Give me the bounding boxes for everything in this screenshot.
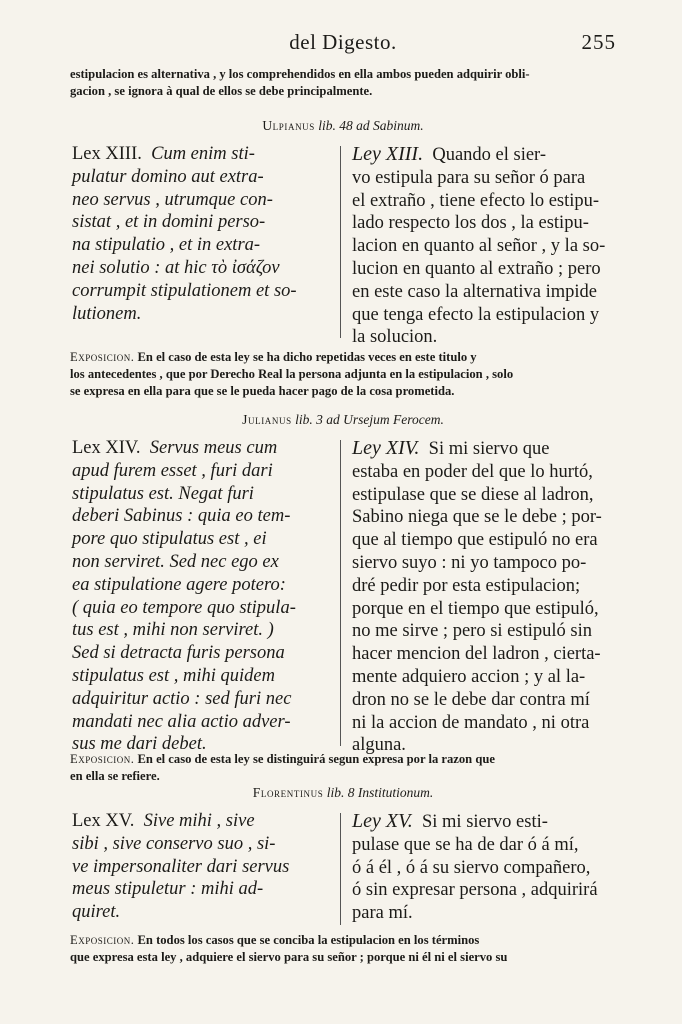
spanish-body: Si mi siervo que estaba en poder del que lo hurtó, estipulase que se diese al ladron, Sabino niega que se le debe ; por- que al tiempo que estipuló no era siervo suyo : ni yo tampoco po- dré pedir por esta estipulacion; porque en el tiempo que estipuló, no me sirve ; pero si estipuló sin hacer mencion del ladron , cierta- mente adquiero accion ; y al la- dron no se le debe dar contra mí ni la accion de mandato , ni otra alguna.	[352, 439, 602, 756]
exposition-body: En el caso de esta ley se ha dicho repetidas veces en este titulo y los antecedentes , que por Derecho Real la persona adjunta en la estipulacion , solo se expresa en ella para que se le pueda hacer pago de la cosa prometida.	[70, 350, 514, 398]
intro-exposition: estipulacion es alternativa , y los comprehendidos en ella ambos pueden adquirir obli- gacion , se ignora à qual de ellos se debe principalmente.	[70, 67, 530, 98]
source-reference: lib. 48 ad Sabinum.	[318, 118, 424, 133]
latin-body: Sive mihi , sive sibi , sive conservo suo , si- ve impersonaliter dari servus meus stipuletur : mihi ad- quiret.	[72, 811, 290, 923]
spanish-text	[352, 810, 614, 925]
section-source	[70, 412, 616, 428]
exposition	[70, 932, 616, 966]
page-number: 255	[581, 30, 616, 54]
exposition-body: En el caso de esta ley se distinguirá segun expresa por la razon que en ella se refiere.	[70, 752, 495, 783]
lex-number: Lex XV.	[72, 811, 135, 831]
latin-text	[72, 437, 334, 756]
column-divider	[340, 440, 341, 746]
spanish-body: Si mi siervo esti- pulase que se ha de dar ó á mí, ó á él , ó á su siervo compañero, ó sin expresar persona , adquirirá para mí.	[352, 812, 598, 924]
source-author: Florentinus	[252, 785, 324, 800]
column-divider	[340, 813, 341, 925]
latin-text	[72, 143, 334, 325]
ley-number: Ley XIII.	[352, 143, 424, 165]
spanish-text	[352, 437, 614, 757]
exposition-label: Exposicion.	[70, 350, 135, 364]
source-reference: lib. 3 ad Ursejum Ferocem.	[295, 412, 444, 427]
section-source	[70, 118, 616, 134]
source-reference: lib. 8 Institutionum.	[326, 785, 434, 800]
exposition-label: Exposicion.	[70, 752, 135, 766]
exposition-body: En todos los casos que se conciba la estipulacion en los términos que expresa esta ley , adquiere el siervo para su señor ; porque ni él ni el siervo su	[70, 933, 508, 964]
running-title: del Digesto.	[289, 30, 397, 54]
lex-number: Lex XIII.	[72, 144, 142, 164]
ley-number: Ley XV.	[352, 810, 413, 832]
exposition	[70, 349, 616, 400]
exposition-label: Exposicion.	[70, 933, 135, 947]
page-header	[70, 30, 616, 58]
lex-number: Lex XIV.	[72, 438, 141, 458]
exposition	[70, 751, 616, 785]
column-divider	[340, 146, 341, 338]
spanish-body: Quando el sier- vo estipula para su señor ó para el extraño , tiene efecto lo estipu- lado respecto los dos , la estipu- lacion en quanto al señor , y la so- lucion en quanto al extraño ; pero en este caso la alternativa impide que tenga efecto la estipulacion y la solucion.	[352, 145, 606, 348]
latin-body: Servus meus cum apud furem esset , furi dari stipulatus est. Negat furi deberi Sabinus : quia eo tem- pore quo stipulatus est , ei non serviret. Sed nec ego ex ea stipulatione agere potero: ( quia eo tempore quo stipula- tus est , mihi non serviret. ) Sed si detracta furis persona stipulatus est , mihi quidem adquiritur actio : sed furi nec mandati nec alia actio adver- sus me dari debet.	[72, 438, 296, 755]
section-source	[70, 785, 616, 801]
latin-text	[72, 810, 334, 924]
spanish-text	[352, 143, 614, 349]
source-author: Julianus	[242, 412, 292, 427]
source-author: Ulpianus	[262, 118, 315, 133]
latin-body: Cum enim sti- pulatur domino aut extra- neo servus , utrumque con- sistat , et in domini perso- na stipulatio , et in extra- nei solutio : at hic τὸ ἰσάζον corrumpit stipulationem et so- lutionem.	[72, 144, 297, 324]
ley-number: Ley XIV.	[352, 437, 420, 459]
